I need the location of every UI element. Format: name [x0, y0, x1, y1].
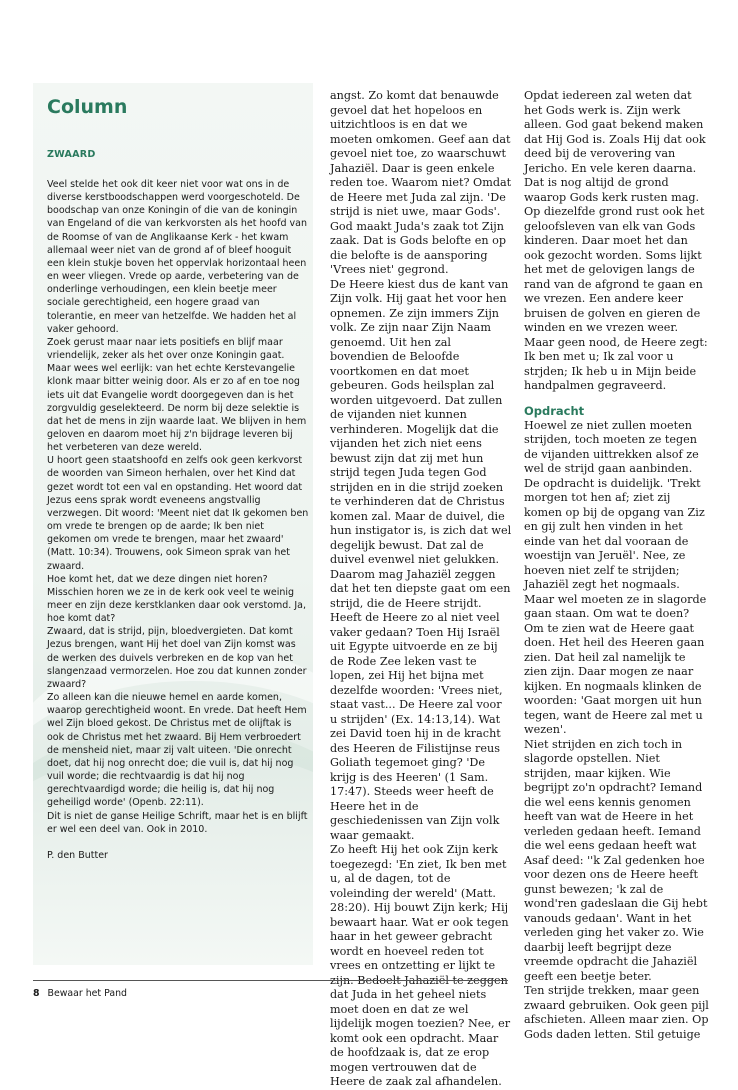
spacer — [47, 836, 309, 849]
article-column-3 — [524, 89, 710, 1042]
article-paragraph: De Heere kiest dus de kant van Zijn volk. Hij gaat het voor hen opnemen. Ze zijn immers Zijn volk. Ze zijn naar Zijn Naam genoemd. Uit hen zal bovendien de Beloofde voortkomen en dat moet gebeuren. Gods heilsplan zal worden uitgevoerd. Dat zullen de vijanden niet kunnen verhinderen. Mogelijk dat die vijanden het zich niet eens bewust zijn dat zij met hun strijd tegen Juda tegen God strijden en in die strijd zoeken te verhinderen dat de Christus komen zal. Maar de duivel, die hun instigator is, is zich dat wel degelijk bewust. Dat zal de duivel evenwel niet gelukken. Daarom mag Jahaziël zeggen dat het ten diepste gaat om een strijd, die de Heere strijdt. — [330, 277, 512, 610]
column-paragraph: Zoek gerust maar naar iets positiefs en blijf maar vriendelijk, zeker als het over onze Koningin gaat. — [47, 336, 285, 362]
article-paragraph: Niet strijden en zich toch in slagorde opstellen. Niet strijden, maar kijken. Wie begrijpt zo'n opdracht? Iemand die wel eens kennis genomen heeft van wat de Heere in het verleden gedaan heeft. Iemand die wel eens gedaan heeft wat Asaf deed: ''k Zal gedenken hoe voor dezen ons de Heere heeft gunst bewezen; 'k zal de wond'ren gadeslaan die Gij hebt vanouds gedaan'. Want in het verleden ging het vaker zo. Wie daarbij leeft begrijpt deze vreemde opdracht die Jahaziël geeft een beetje beter. — [524, 737, 708, 983]
column-paragraph: Zwaard, dat is strijd, pijn, bloedvergieten. Dat komt Jezus brengen, want Hij het doel van Zijn komst was de werken des duivels verbreken en de kop van het slangenzaad vermorzelen. Hoe zou dat kunnen zonder zwaard? — [47, 626, 307, 690]
article-paragraph: Heeft de Heere zo al niet veel vaker gedaan? Toen Hij Israël uit Egypte uitvoerde en ze bij de Rode Zee leken vast te lopen, zei Hij het bijna met dezelfde woorden: 'Vrees niet, staat vast... De Heere zal voor u strijden' (Ex. 14:13,14). Wat zei David toen hij in de kracht des Heeren de Filistijnse reus Goliath tegemoet ging? 'De krijg is des Heeren' (1 Sam. 17:47). Steeds weer heeft de Heere het in de geschiedenissen van Zijn volk waar gemaakt. — [330, 611, 503, 842]
column-paragraph: U hoort geen staatshoofd en zelfs ook geen kerkvorst de woorden van Simeon herhalen, over het Kind dat gezet wordt tot een val en opstanding. Het woord dat Jezus eens sprak wordt eveneens angstvallig verzwegen. Dit woord: 'Meent niet dat Ik gekomen ben om vrede te brengen op de aarde; Ik ben niet gekomen om vrede te brengen, maar het zwaard' (Matt. 10:34). Trouwens, ook Simeon sprak van het zwaard. — [47, 455, 309, 572]
column-paragraph: Zo alleen kan die nieuwe hemel en aarde komen, waarop gerechtigheid woont. En vrede. Dat heeft Hem wel Zijn bloed gekost. De Christus met de olijftak is ook de Christus met het zwaard. Bij Hem verbroedert de mensheid niet, maar zij valt uiteen. 'Die onrecht doet, dat hij nog onrecht doe; die vuil is, dat hij nog vuil worde; die rechtvaardig is dat hij nog gerechtvaardigd worde; die heilig is, dat hij nog geheiligd worde' (Openb. 22:11). — [47, 692, 307, 809]
article-paragraph: Ten strijde trekken, maar geen zwaard gebruiken. Ook geen pijl afschieten. Alleen maar zien. Op Gods daden letten. Stil getuige — [524, 984, 709, 1041]
section-heading: Opdracht — [524, 403, 585, 418]
page-footer — [33, 988, 127, 999]
column-paragraph: Veel stelde het ook dit keer niet voor wat ons in de diverse kerstboodschappen werd voorgeschoteld. De boodschap van onze Koningin of die van de koningin van Engeland of die van kerkvorsten als het hoofd van de Roomse of van de Anglikaanse Kerk - het kwam allemaal weer niet van de grond af of bleef hooguit een klein stukje boven het oppervlak horizontaal heen en weer vliegen. Vrede op aarde, verbetering van de onderlinge verhoudingen, een klein beetje meer sociale gerechtigheid, een hogere graad van tolerantie, en meer van hetzelfde. We hadden het al vaker gehoord. — [47, 179, 307, 335]
author-signature: P. den Butter — [47, 849, 108, 861]
article-paragraph: angst. Zo komt dat benauwde gevoel dat het hopeloos en uitzichtloos is en dat we moeten omkomen. Geef aan dat gevoel niet toe, zo waarschuwt Jahaziël. Daar is geen enkele reden toe. Waarom niet? Omdat de Heere met Juda zal zijn. 'De strijd is niet uwe, maar Gods'. God maakt Juda's zaak tot Zijn zaak. Dat is Gods belofte en op die belofte is de aansporing 'Vrees niet' gegrond. — [330, 89, 512, 276]
article-paragraph: Dat is nog altijd de grond waarop Gods kerk rusten mag. Op diezelfde grond rust ook het geloofsleven van elk van Gods kinderen. Daar moet het dan ook gezocht worden. Soms lijkt het met de gelovigen langs de rand van de afgrond te gaan en we vrezen. Een andere keer bruisen de golven en gieren de winden en we vrezen weer. Maar geen nood, de Heere zegt: Ik ben met u; Ik zal voor u strjden; Ik heb u in Mijn beide handpalmen gegraveerd. — [524, 176, 708, 392]
column-heading: Column — [47, 96, 128, 118]
column-subheading: ZWAARD — [47, 149, 96, 160]
article-paragraph: Hoewel ze niet zullen moeten strijden, toch moeten ze tegen de vijanden uittrekken alsof ze wel de strijd gaan aanbinden. De opdracht is duidelijk. 'Trekt morgen tot hen af; ziet zij komen op bij de opgang van Ziz en gij zult hen vinden in het einde van het dal vooraan de woestijn van Jeruël'. Nee, ze hoeven niet zelf te strijden; Jahaziël zegt het nogmaals. Maar wel moeten ze in slagorde gaan staan. Om wat te doen? — [524, 418, 707, 620]
column-paragraph: Dit is niet de ganse Heilige Schrift, maar het is en blijft er wel een deel van. Ook in 2010. — [47, 810, 308, 835]
column-paragraph: Hoe komt het, dat we deze dingen niet horen? Misschien horen we ze in de kerk ook veel te weinig meer en zijn deze kerstklanken daar ook verstomd. Ja, hoe komt dat? — [47, 573, 306, 625]
footer-divider — [33, 980, 508, 981]
column-paragraph: Maar wees wel eerlijk: van het echte Kerstevangelie klonk maar bitter weinig door. Als er zo af en toe nog iets uit dat Evangelie wordt doorgegeven dan is het zorgvuldig geselekteerd. De norm bij deze selektie is dat het de mens in zijn waarde laat. We blijven in hem geloven en daarom moet hij z'n bijdrage leveren bij het verbeteren van deze wereld. — [47, 363, 307, 454]
article-paragraph: Zo heeft Hij het ook Zijn kerk toegezegd: 'En ziet, Ik ben met u, al de dagen, tot de voleinding der wereld' (Matt. 28:20). Hij bouwt Zijn kerk; Hij bewaart haar. Wat er ook tegen haar in het geweer gebracht wordt en hoeveel reden tot vrees en ontzetting er lijkt te zijn. Bedoelt Jahaziël te zeggen dat Juda in het geheel niets moet doen en dat ze wel lijdelijk mogen toezien? Nee, er komt ook een opdracht. Maar de hoofdzaak is, dat ze erop mogen vertrouwen dat de Heere de zaak zal afhandelen. — [330, 843, 511, 1088]
article-column-2 — [330, 89, 512, 1090]
article-paragraph: Opdat iedereen zal weten dat het Gods werk is. Zijn werk alleen. God gaat bekend maken dat Hij God is. Zoals Hij dat ook deed bij de verovering van Jericho. En vele keren daarna. — [524, 89, 706, 175]
publication-title: Bewaar het Pand — [47, 988, 127, 999]
column-body — [47, 178, 309, 862]
page-number: 8 — [33, 988, 40, 999]
article-paragraph: Om te zien wat de Heere gaat doen. Het heil des Heeren gaan zien. Dat heil zal namelijk te zien zijn. Daar mogen ze naar kijken. En nogmaals klinken de woorden: 'Gaat morgen uit hun tegen, want de Heere zal met u wezen'. — [524, 621, 705, 736]
